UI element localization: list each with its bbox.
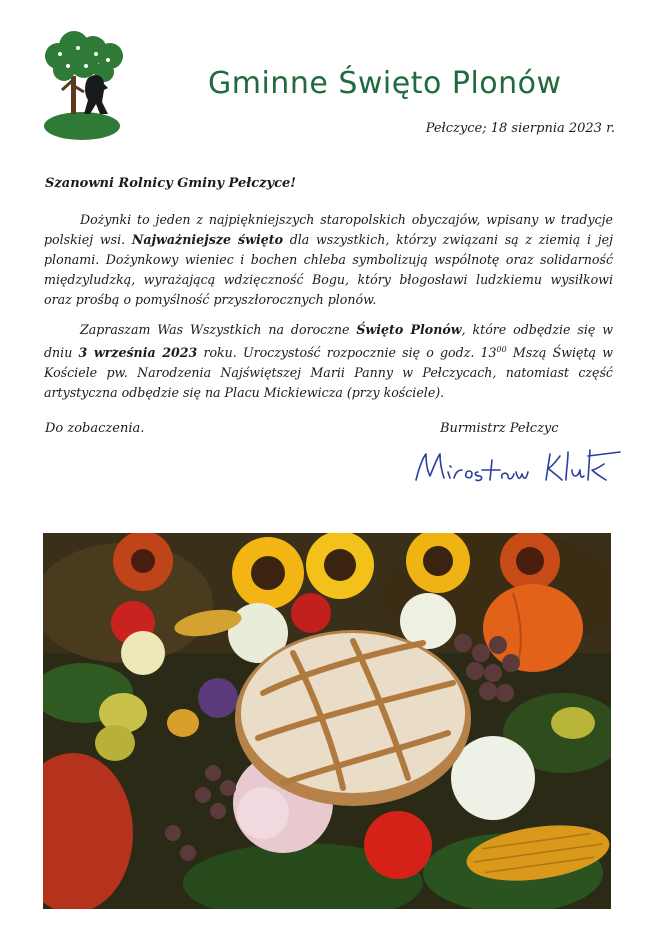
p2-bold-date: 3 września 2023: [78, 345, 198, 361]
p2-bold-event: Święto Plonów: [356, 322, 462, 337]
greeting: Szanowni Rolnicy Gminy Pełczyce!: [45, 176, 296, 191]
page-title: Gminne Święto Plonów: [208, 66, 562, 101]
handwritten-signature: [410, 442, 630, 490]
p1-text-a: Dożynki to jeden z najpiękniejszych staropolskich obyczajów, wpisany w tradycje polskiej wsi.: [44, 212, 613, 247]
p2-text-e: roku. Uroczystość rozpocznie się o godz. 13: [197, 345, 497, 361]
p1-bold-phrase: Najważniejsze święto: [131, 232, 283, 247]
p2-text-a: Zapraszam Was Wszystkich na doroczne: [80, 322, 357, 337]
p2-time-sup: 00: [496, 345, 507, 354]
paragraph-2: [44, 320, 613, 403]
date-line: Pełczyce; 18 sierpnia 2023 r.: [425, 121, 615, 136]
closing-line: Do zobaczenia.: [45, 421, 145, 436]
p2-text-c: , które odbędzie się w dniu: [44, 322, 614, 361]
signer-title: Burmistrz Pełczyc: [440, 421, 559, 436]
paragraph-1: [44, 210, 613, 310]
tree-and-bear-crest-icon: [38, 30, 130, 142]
harvest-bread-flowers-photo: [43, 533, 611, 909]
p2-text-g: Mszą Świętą w Kościele pw. Narodzenia Najświętszej Marii Panny w Pełczycach, natomiast część artystyczna odbędzie się na Placu Mickiewicza (przy kościele).: [44, 345, 613, 401]
p1-text-c: dla wszystkich, którzy związani są z ziemią i jej plonami. Dożynkowy wieniec i bochen chleba symbolizują wspólnotę oraz solidarność międzyludzką, wyrażającą wdzięczność Bogu, który błogosławi ludzkiemu wysiłkowi oraz prośbą o pomyślność przyszłorocznych plonów.: [44, 232, 613, 307]
